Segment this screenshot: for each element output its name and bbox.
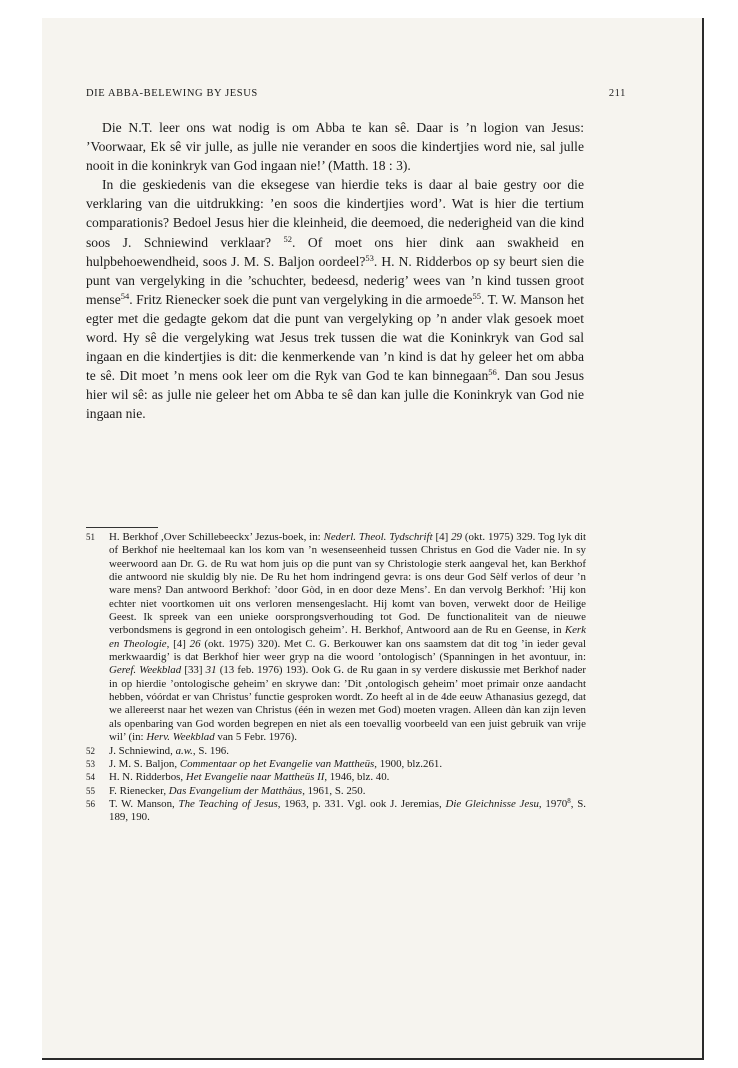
footnote-number: 55 bbox=[86, 785, 95, 796]
paragraph-2 bbox=[86, 175, 584, 423]
footnote-ref-54: 54 bbox=[120, 290, 130, 301]
body-text bbox=[86, 118, 584, 424]
footnote-51 bbox=[86, 531, 586, 745]
footnote-italic: Herv. Weekblad bbox=[146, 731, 215, 744]
footnote-56 bbox=[86, 798, 586, 825]
footnote-segment: [4] bbox=[432, 531, 452, 543]
footnote-segment: J. Schniewind, bbox=[109, 744, 176, 757]
footnote-italic: Die Gleichnisse Jesu bbox=[445, 797, 539, 810]
footnote-number: 54 bbox=[86, 772, 95, 783]
paragraph-2-text: . T. W. Manson het egter met die gedagte gekom dat die punt van vergelyking op ’n ander vlak gesoek moet word. Hy sê die vergelyking wat Jesus trek tussen die wat die Koninkryk van God sal ingaan en die kindertjies is dit: die kenmerkende van ’n kind is dat hy geleer het om abba te sê. Dit moet ’n mens ook leer om die Ryk van God te kan binnegaan bbox=[86, 291, 584, 384]
footnote-number: 51 bbox=[86, 532, 95, 542]
footnote-ref-53: 53 bbox=[365, 252, 374, 263]
footnote-italic: 26 bbox=[189, 637, 201, 650]
footnote-text bbox=[109, 745, 586, 758]
footnote-ref-55: 55 bbox=[472, 290, 481, 301]
edition-superscript: 8 bbox=[567, 796, 571, 805]
footnote-number: 56 bbox=[86, 798, 95, 809]
footnote-number: 53 bbox=[86, 758, 95, 769]
footnote-ref-56: 56 bbox=[488, 367, 497, 378]
footnote-segment: , 1970 bbox=[538, 797, 568, 810]
footnote-segment: , 1946, blz. 40. bbox=[324, 771, 390, 784]
paragraph-1: Die N.T. leer ons wat nodig is om Abba te kan sê. Daar is ’n logion van Jesus: ’Voorwaar, Ek sê vir julle, as julle nie verander en soos die kindertjies word nie, sal julle nooit in die koninkryk van God ingaan nie!’ (Matth. 18 : 3). bbox=[86, 120, 584, 174]
footnote-italic: a.w. bbox=[175, 744, 193, 757]
running-header bbox=[86, 88, 626, 104]
footnote-ref-52: 52 bbox=[283, 233, 293, 244]
footnote-segment: F. Rienecker, bbox=[109, 784, 169, 797]
footnote-text bbox=[109, 758, 586, 771]
footnote-rule bbox=[86, 527, 158, 528]
footnote-segment: (13 feb. 1976) 193). Ook G. de Ru gaan in sy verdere diskussie met Berkhof nader in op hierdie ’ontologische geheim’ en skrywe dan: ’Dit ,ontologisch geheim’ moet primair onze aandacht hebben, vóórdat er van Christus’ functie gesproken wordt. Zo heeft al in de 4de eeuw Athanasius gezegd, dat we allereerst naar het wezen van Christus (één in wezen met God) moeten vragen. Alleen dàn kan zijn leven als openbaring van God worden begrepen en niet als een toevallig voorbeeld van een juist gebruik van vrije wil’ (in: bbox=[109, 664, 586, 744]
footnote-italic: Kerk en Theologie, bbox=[109, 624, 586, 650]
footnote-segment: J. M. S. Baljon, bbox=[109, 757, 180, 770]
footnote-segment: H. Berkhof ,Over Schillebeeckx’ Jezus-boek, in: bbox=[109, 531, 324, 543]
footnote-segment: [33] bbox=[181, 664, 206, 677]
footnote-segment: T. W. Manson, bbox=[109, 797, 179, 810]
paragraph-2-text: . Dan sou Jesus hier wil sê: as julle nie geleer het om Abba te sê dan kan julle die Koninkryk van God nie ingaan nie. bbox=[86, 368, 584, 422]
footnote-italic: Nederl. Theol. Tydschrift bbox=[323, 531, 433, 543]
footnote-segment: , 1963, p. 331. Vgl. ook J. Jeremias, bbox=[277, 797, 446, 810]
footnote-segment: (okt. 1975) 329. Tog lyk dit of Berkhof nie heeltemaal kan los kom van ’n wesenseenheid tussen Christus en God die Vader nie. In sy weerwoord aan Dr. G. de Ru wat hom juis op die punt van sy Christologie sterk aangeval het, kan Berkhof die antwoord nie skuldig bly nie. De Ru het hom indringend gevra: is ons deur God Sèlf verlos of deur ’n ware mens? Dan antwoord Berkhof: ’door Gòd, in en door deze Mens’. En dan vervolg Berkhof: ’Hij kon echter niet voortkomen uit ons verloren mensengeslacht. Hij komt van boven, verwekt door de Heilige Geest. Ik spreek van een unieke oorsprongsverhouding tot God. De functionaliteit van de nieuwe verbondsmens is gegrond in een ontologisch geheim’. H. Berkhof, Antwoord aan de Ru en Geense, in bbox=[109, 531, 586, 637]
paragraph-2-text: . H. N. Ridderbos op sy beurt sien die punt van vergelyking in die ’schuchter, bedeesd, nederig’ wees van ’n kind tussen groot mense bbox=[86, 253, 584, 307]
paragraph-2-text: . Of moet ons hier dink aan swakheid en hulpbehoewendheid, soos J. M. S. Baljon oordeel? bbox=[86, 234, 584, 269]
footnote-53 bbox=[86, 758, 586, 771]
footnote-52 bbox=[86, 745, 586, 758]
footnote-text bbox=[109, 531, 586, 745]
footnote-segment: , S. 189, 190. bbox=[109, 797, 586, 824]
paragraph-2-text: In die geskiedenis van die eksegese van hierdie teks is daar al baie gestry oor die verklaring van die uitdrukking: ’en soos die kindertjies word’. Wat is hier die tertium comparationis? Bedoel Jesus hier die kleinheid, die deemoed, die nederigheid van die kind soos J. Schniewind verklaar? bbox=[86, 177, 584, 250]
page-number: 211 bbox=[608, 88, 626, 99]
footnote-text bbox=[109, 798, 586, 825]
footnote-italic: Het Evangelie naar Mattheüs II bbox=[185, 771, 325, 784]
footnote-segment: , S. 196. bbox=[192, 744, 229, 757]
footnote-italic: The Teaching of Jesus bbox=[178, 797, 278, 810]
running-title: DIE ABBA-BELEWING BY JESUS bbox=[86, 88, 258, 99]
footnote-italic: 31 bbox=[205, 664, 217, 677]
footnote-italic: Das Evangelium der Matthäus bbox=[168, 784, 303, 797]
paragraph-2-text: . Fritz Rienecker soek die punt van vergelyking in die armoede bbox=[129, 291, 473, 307]
footnote-text bbox=[109, 785, 586, 798]
footnote-segment: [4] bbox=[169, 637, 190, 650]
footnote-segment: , 1961, S. 250. bbox=[302, 784, 366, 797]
footnote-number: 52 bbox=[86, 745, 95, 756]
footnote-italic: 29 bbox=[451, 531, 462, 543]
footnote-segment: van 5 Febr. 1976). bbox=[214, 731, 297, 744]
footnote-text bbox=[109, 771, 586, 784]
footnote-segment: H. N. Ridderbos, bbox=[109, 771, 186, 784]
footnote-segment: (okt. 1975) 320). Met C. G. Berkouwer kan ons saamstem dat dit tog ’in ieder geval merkwaardig’ is dat Berkhof hier weer gryp na die woord ’ontologisch’ (Spanningen in het avontuur, in: bbox=[109, 637, 586, 664]
footnote-54 bbox=[86, 771, 586, 784]
footnote-55 bbox=[86, 785, 586, 798]
footnotes bbox=[86, 531, 586, 825]
footnote-segment: , 1900, blz.261. bbox=[374, 757, 443, 770]
footnote-italic: Geref. Weekblad bbox=[109, 664, 182, 677]
footnote-italic: Commentaar op het Evangelie van Mattheüs bbox=[179, 757, 375, 770]
